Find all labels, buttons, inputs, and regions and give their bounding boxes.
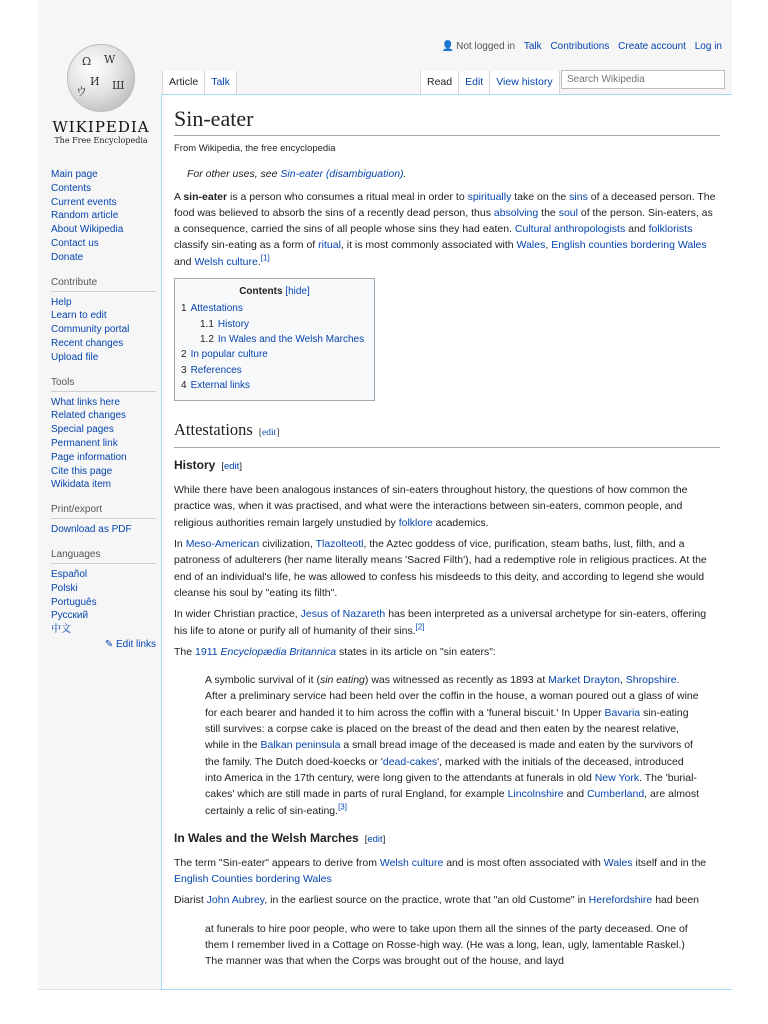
edit-section-attestations: [edit] — [258, 428, 280, 439]
link-jesus[interactable]: Jesus of Nazareth — [300, 608, 386, 621]
sidebar-item-permanent-link[interactable]: Permanent link — [51, 437, 118, 449]
link-ritual[interactable]: ritual — [318, 239, 341, 252]
sidebar-item-upload-file[interactable]: Upload file — [51, 351, 99, 363]
ref-1[interactable]: [1] — [260, 253, 270, 263]
sidebar-item-current-events[interactable]: Current events — [51, 196, 117, 208]
logo-wordmark: WIKIPEDIA — [52, 118, 150, 136]
link-john-aubrey[interactable]: John Aubrey — [206, 894, 265, 907]
link-balkan[interactable]: Balkan peninsula — [260, 739, 341, 752]
sidebar-item-related-changes[interactable]: Related changes — [51, 410, 127, 422]
heading-attestations: Attestations [edit] — [174, 419, 720, 448]
sidebar-item-cite-this-page[interactable]: Cite this page — [51, 465, 113, 477]
logo-tagline: The Free Encyclopedia — [54, 136, 148, 145]
lead-term: sin-eater — [183, 190, 228, 203]
puzzle-globe-icon: Ω W И Ш ウ — [67, 44, 135, 112]
history-paragraph-1: While there have been analogous instances of sin-eaters throughout history, the questions of how common the practice was, when it was practised, and what were the interactions between sin-eaters, common people, and religious authorities remain largely unstudied by folklore academics. — [174, 484, 688, 529]
talk-link[interactable]: Talk — [523, 41, 542, 52]
hatnote — [187, 166, 720, 182]
toc-item-attestations[interactable]: 1 Attestations — [181, 303, 243, 315]
hatnote-link[interactable]: Sin-eater (disambiguation) — [280, 168, 404, 181]
hatnote-text: For other uses, see — [187, 168, 281, 181]
link-folklore[interactable]: folklore — [398, 516, 433, 529]
sidebar-item-page-information[interactable]: Page information — [51, 451, 127, 463]
page-title: Sin-eater — [174, 103, 720, 136]
tab-talk[interactable]: Talk — [204, 71, 237, 95]
edit-links-label: Edit links — [115, 638, 156, 650]
ref-3[interactable]: [3] — [338, 802, 347, 811]
heading-history: History [edit] — [174, 458, 242, 473]
sidebar — [51, 168, 156, 650]
search-input[interactable] — [561, 70, 725, 89]
toc-item-history[interactable]: 1.1 History — [200, 318, 250, 330]
article-content — [161, 94, 732, 990]
hatnote-end: . — [403, 168, 407, 181]
wales-paragraph-1: The term "Sin-eater" appears to derive from Welsh culture and is most often associated with Wales itself and in the English Counties bordering Wales — [174, 856, 707, 886]
sidebar-heading-tools: Tools — [51, 377, 156, 392]
wales-paragraph-2: Diarist John Aubrey, in the earliest source on the practice, wrote that "an old Custome" in Herefordshire had been — [174, 894, 699, 907]
link-english-counties-2[interactable]: English Counties bordering Wales — [174, 873, 332, 886]
edit-link-history[interactable]: edit — [223, 461, 240, 473]
sidebar-item-what-links-here[interactable]: What links here — [51, 396, 120, 408]
view-tabs — [420, 71, 560, 95]
sidebar-item-community-portal[interactable]: Community portal — [51, 324, 130, 336]
edit-section-history: [edit] — [221, 461, 242, 473]
tab-edit[interactable]: Edit — [458, 71, 489, 95]
sidebar-navigation — [51, 168, 156, 265]
heading-wales: In Wales and the Welsh Marches [edit] — [174, 830, 386, 845]
link-welsh-culture-2[interactable]: Welsh culture — [379, 856, 444, 869]
history-paragraph-3: In wider Christian practice, Jesus of Nazareth has been interpreted as a universal archetype for sin-eaters, offering his life to atone or purify all of humanity of their sins.[2] — [174, 608, 707, 637]
sidebar-item-contact[interactable]: Contact us — [51, 237, 99, 249]
link-meso-american[interactable]: Meso-American — [185, 538, 260, 551]
sidebar-item-lang-ru[interactable]: Русский — [51, 610, 89, 622]
sidebar-item-lang-pt[interactable]: Português — [51, 596, 97, 608]
sidebar-heading-languages: Languages — [51, 549, 156, 564]
link-new-york[interactable]: New York — [594, 771, 640, 784]
pencil-icon: ✎ — [104, 638, 114, 650]
sidebar-item-recent-changes[interactable]: Recent changes — [51, 337, 124, 349]
sidebar-item-special-pages[interactable]: Special pages — [51, 424, 114, 436]
table-of-contents — [174, 278, 375, 401]
sidebar-languages — [51, 549, 156, 650]
edit-link-wales[interactable]: edit — [367, 833, 383, 845]
sidebar-heading-contribute: Contribute — [51, 277, 156, 292]
personal-tools — [436, 41, 722, 52]
sidebar-item-learn-to-edit[interactable]: Learn to edit — [51, 310, 107, 322]
edit-section-wales: [edit] — [364, 833, 386, 845]
ref-2[interactable]: [2] — [415, 622, 425, 632]
toc-item-references[interactable]: 3 References — [181, 364, 242, 376]
sidebar-item-lang-pl[interactable]: Polski — [51, 582, 78, 594]
toc-hide-button[interactable]: [hide] — [285, 286, 310, 298]
login-link[interactable]: Log in — [694, 41, 722, 52]
aubrey-quote: at funerals to hire poor people, who were to take upon them all the sinnes of the party deceased. One of them I remember lived in a Cottage on Rosse-high way. (He was a long, lean, ugly, lamentable Raskel.) The manner was that when the Corps was brought out of the house, and layd — [205, 922, 688, 968]
link-soul[interactable]: soul — [558, 206, 578, 219]
sidebar-heading-print-export: Print/export — [51, 504, 156, 519]
sidebar-contribute — [51, 277, 156, 365]
sidebar-item-donate[interactable]: Donate — [51, 251, 84, 263]
user-icon: 👤 — [441, 41, 455, 52]
link-dead-cakes[interactable]: dead-cakes — [382, 755, 438, 768]
sidebar-item-contents[interactable]: Contents — [51, 182, 92, 194]
link-shropshire[interactable]: Shropshire — [625, 674, 677, 687]
sidebar-item-random-article[interactable]: Random article — [51, 210, 119, 222]
link-cultural-anthropologists[interactable]: Cultural anthropologists — [514, 223, 626, 236]
link-english-counties[interactable]: English counties bordering Wales — [551, 239, 707, 252]
link-sins[interactable]: sins — [569, 190, 588, 203]
link-lincolnshire[interactable]: Lincolnshire — [507, 788, 564, 801]
tab-view-history[interactable]: View history — [489, 71, 559, 95]
edit-link-attestations[interactable]: edit — [262, 428, 277, 439]
lead-paragraph: A sin-eater is a person who consumes a ritual meal in order to spiritually take on the sins of a deceased person. The food was believed to absorb the sins of a recently dead person, thus absolving the soul of the person. Sin-eaters, as a consequence, carried the sins of all people whose sins they had eaten. Cultural anthropologists and folklorists classify sin-eating as a form of ritual, it is most commonly associated with Wales, English counties bordering Wales and Welsh culture.[1] — [174, 190, 716, 268]
sidebar-item-about[interactable]: About Wikipedia — [51, 224, 124, 236]
toc-heading: Contents — [239, 286, 283, 298]
contributions-link[interactable]: Contributions — [550, 41, 610, 52]
toc-title — [181, 284, 368, 299]
sidebar-item-download-pdf[interactable]: Download as PDF — [51, 524, 132, 536]
toc-item-popular-culture[interactable]: 2 In popular culture — [181, 349, 268, 361]
link-wales[interactable]: Wales — [516, 239, 546, 252]
sidebar-item-lang-zh[interactable]: 中文 — [51, 624, 71, 636]
site-subtitle: From Wikipedia, the free encyclopedia — [174, 143, 336, 154]
link-market-drayton[interactable]: Market Drayton — [548, 674, 620, 687]
not-logged-in-text: Not logged in — [456, 41, 516, 52]
sidebar-item-main-page[interactable]: Main page — [51, 169, 98, 180]
history-paragraph-4: The 1911 Encyclopædia Britannica states in its article on "sin eaters": — [174, 645, 496, 658]
link-herefordshire[interactable]: Herefordshire — [588, 894, 653, 907]
toc-item-wales[interactable]: 1.2 In Wales and the Welsh Marches — [200, 333, 365, 345]
history-paragraph-2: In Meso-American civilization, Tlazolteotl, the Aztec goddess of vice, purification, steam baths, lust, filth, and a patroness of adulterers (her name literally means 'Sacred Filth'), had a redemptive role in religious practices. At the end of an individual's life, he was allowed to confess his misdeeds to this deity, and according to legend she would cleanse his soul by "eating its filth". — [174, 538, 707, 599]
sidebar-item-help[interactable]: Help — [51, 296, 72, 308]
sidebar-item-lang-es[interactable]: Español — [51, 568, 88, 580]
link-wales-2[interactable]: Wales — [603, 856, 633, 869]
link-tlazolteotl[interactable]: Tlazolteotl — [315, 538, 364, 551]
edit-links-button[interactable] — [51, 639, 156, 650]
link-bavaria[interactable]: Bavaria — [604, 706, 641, 719]
link-cumberland[interactable]: Cumberland — [586, 788, 645, 801]
link-folklorists[interactable]: folklorists — [648, 223, 693, 236]
britannica-quote: A symbolic survival of it (sin eating) was witnessed as recently as 1893 at Market Drayton, Shropshire. After a preliminary service had been held over the coffin in the house, a woman poured out a glass of wine for each bearer and handed it to him across the coffin with a 'funeral biscuit.' In Upper Bavaria sin-eating still survives: a corpse cake is placed on the breast of the dead and then eaten by the nearest relative, while in the Balkan peninsula a small bread image of the deceased is made and eaten by the survivors of the family. The Dutch doed-koecks or 'dead-cakes', marked with the initials of the deceased, introduced into America in the 17th century, were long given to the attendants at funerals in old New York. The 'burial-cakes' which are still made in parts of rural England, for example Lincolnshire and Cumberland, are almost certainly a relic of sin-eating.[3] — [205, 674, 700, 817]
tab-article[interactable]: Article — [162, 71, 204, 95]
sidebar-print-export — [51, 504, 156, 537]
link-absolving[interactable]: absolving — [493, 206, 539, 219]
namespace-tabs — [162, 71, 237, 95]
sidebar-tools — [51, 377, 156, 493]
create-account-link[interactable]: Create account — [618, 41, 686, 52]
wikipedia-logo[interactable] — [50, 44, 152, 145]
link-welsh-culture[interactable]: Welsh culture — [194, 255, 258, 268]
link-britannica[interactable]: 1911 Encyclopædia Britannica — [195, 645, 337, 658]
toc-item-external-links[interactable]: 4 External links — [181, 379, 251, 391]
link-spiritually[interactable]: spiritually — [467, 190, 512, 203]
tab-read[interactable]: Read — [420, 71, 458, 95]
sidebar-item-wikidata-item[interactable]: Wikidata item — [51, 479, 112, 491]
